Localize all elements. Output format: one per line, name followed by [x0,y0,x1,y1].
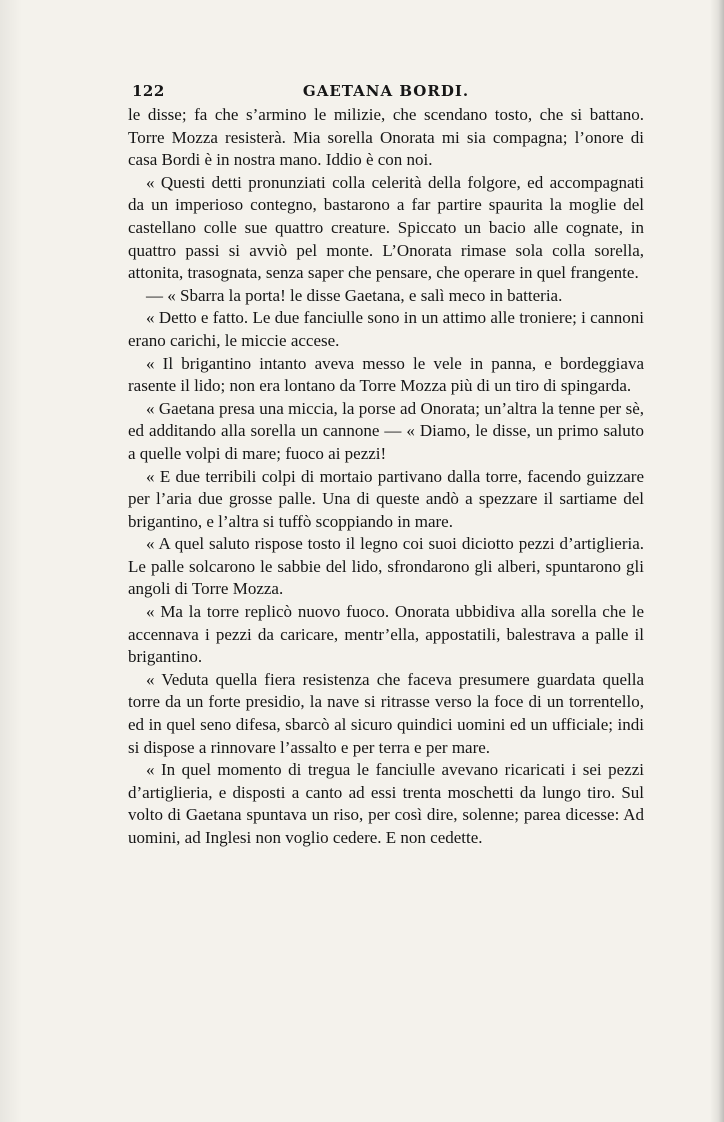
running-title: GAETANA BORDI. [302,82,470,100]
book-page [128,82,644,850]
paragraph: « A quel saluto rispose tosto il legno coi suoi diciotto pezzi d’artiglieria. Le palle solcarono le sabbie del lido, sfrondarono gli alberi, spuntarono gli angoli di Torre Mozza. [128,534,644,599]
scan-shadow-right [710,0,724,1122]
paragraph: « E due terribili colpi di mortaio partivano dalla torre, facendo guizzare per l’aria due grosse palle. Una di queste andò a spezzare il sartiame del brigantino, e l’altra si tuffò scoppiando in mare. [128,466,644,531]
page-header [128,82,644,104]
paragraph: « Veduta quella fiera resistenza che faceva presumere guardata quella torre da un forte presidio, la nave si ritrasse verso la foce di un torrentello, ed in quel seno difesa, sbarcò al sicuro quindici uomini ed un ufficiale; indi si dispose a rinnovare l’assalto e per terra e per mare. [128,669,644,757]
paragraph: « Questi detti pronunziati colla celerità della folgore, ed accompagnati da un imperioso contegno, bastarono a far partire spaurita la moglie del castellano colle sue quattro creature. Spiccato un bacio alle cognate, in quattro passi si avviò pel monte. L’Onorata rimase sola colla sorella, attonita, trasognata, senza saper che pensare, che operare in quel frangente. [128,172,644,283]
paragraph: « Detto e fatto. Le due fanciulle sono in un attimo alle troniere; i cannoni erano carichi, le miccie accese. [128,308,644,350]
paragraph: le disse; fa che s’armino le milizie, che scendano tosto, che si battano. Torre Mozza resisterà. Mia sorella Onorata mi sia compagna; l’onore di casa Bordi è in nostra mano. Iddio è con noi. [128,105,644,170]
page-number: 122 [132,82,165,100]
body-text [128,104,644,850]
paragraph: « Ma la torre replicò nuovo fuoco. Onorata ubbidiva alla sorella che le accennava i pezzi da caricare, mentr’ella, appostatili, balestrava a palle il brigantino. [128,602,644,667]
scan-shadow-left [0,0,22,1122]
paragraph: « In quel momento di tregua le fanciulle avevano ricaricati i sei pezzi d’artiglieria, e disposti a canto ad essi trenta moschetti da lungo tiro. Sul volto di Gaetana spuntava un riso, per così dire, solenne; parea dicesse: Ad uomini, ad Inglesi non voglio cedere. E non cedette. [128,760,644,847]
paragraph: « Il brigantino intanto aveva messo le vele in panna, e bordeggiava rasente il lido; non era lontano da Torre Mozza più di un tiro di spingarda. [128,353,644,396]
paragraph: « Gaetana presa una miccia, la porse ad Onorata; un’altra la tenne per sè, ed additando alla sorella un cannone — « Diamo, le disse, un primo saluto a quelle volpi di mare; fuoco ai pezzi! [128,398,644,463]
paragraph: — « Sbarra la porta! le disse Gaetana, e salì meco in batteria. [146,285,563,305]
